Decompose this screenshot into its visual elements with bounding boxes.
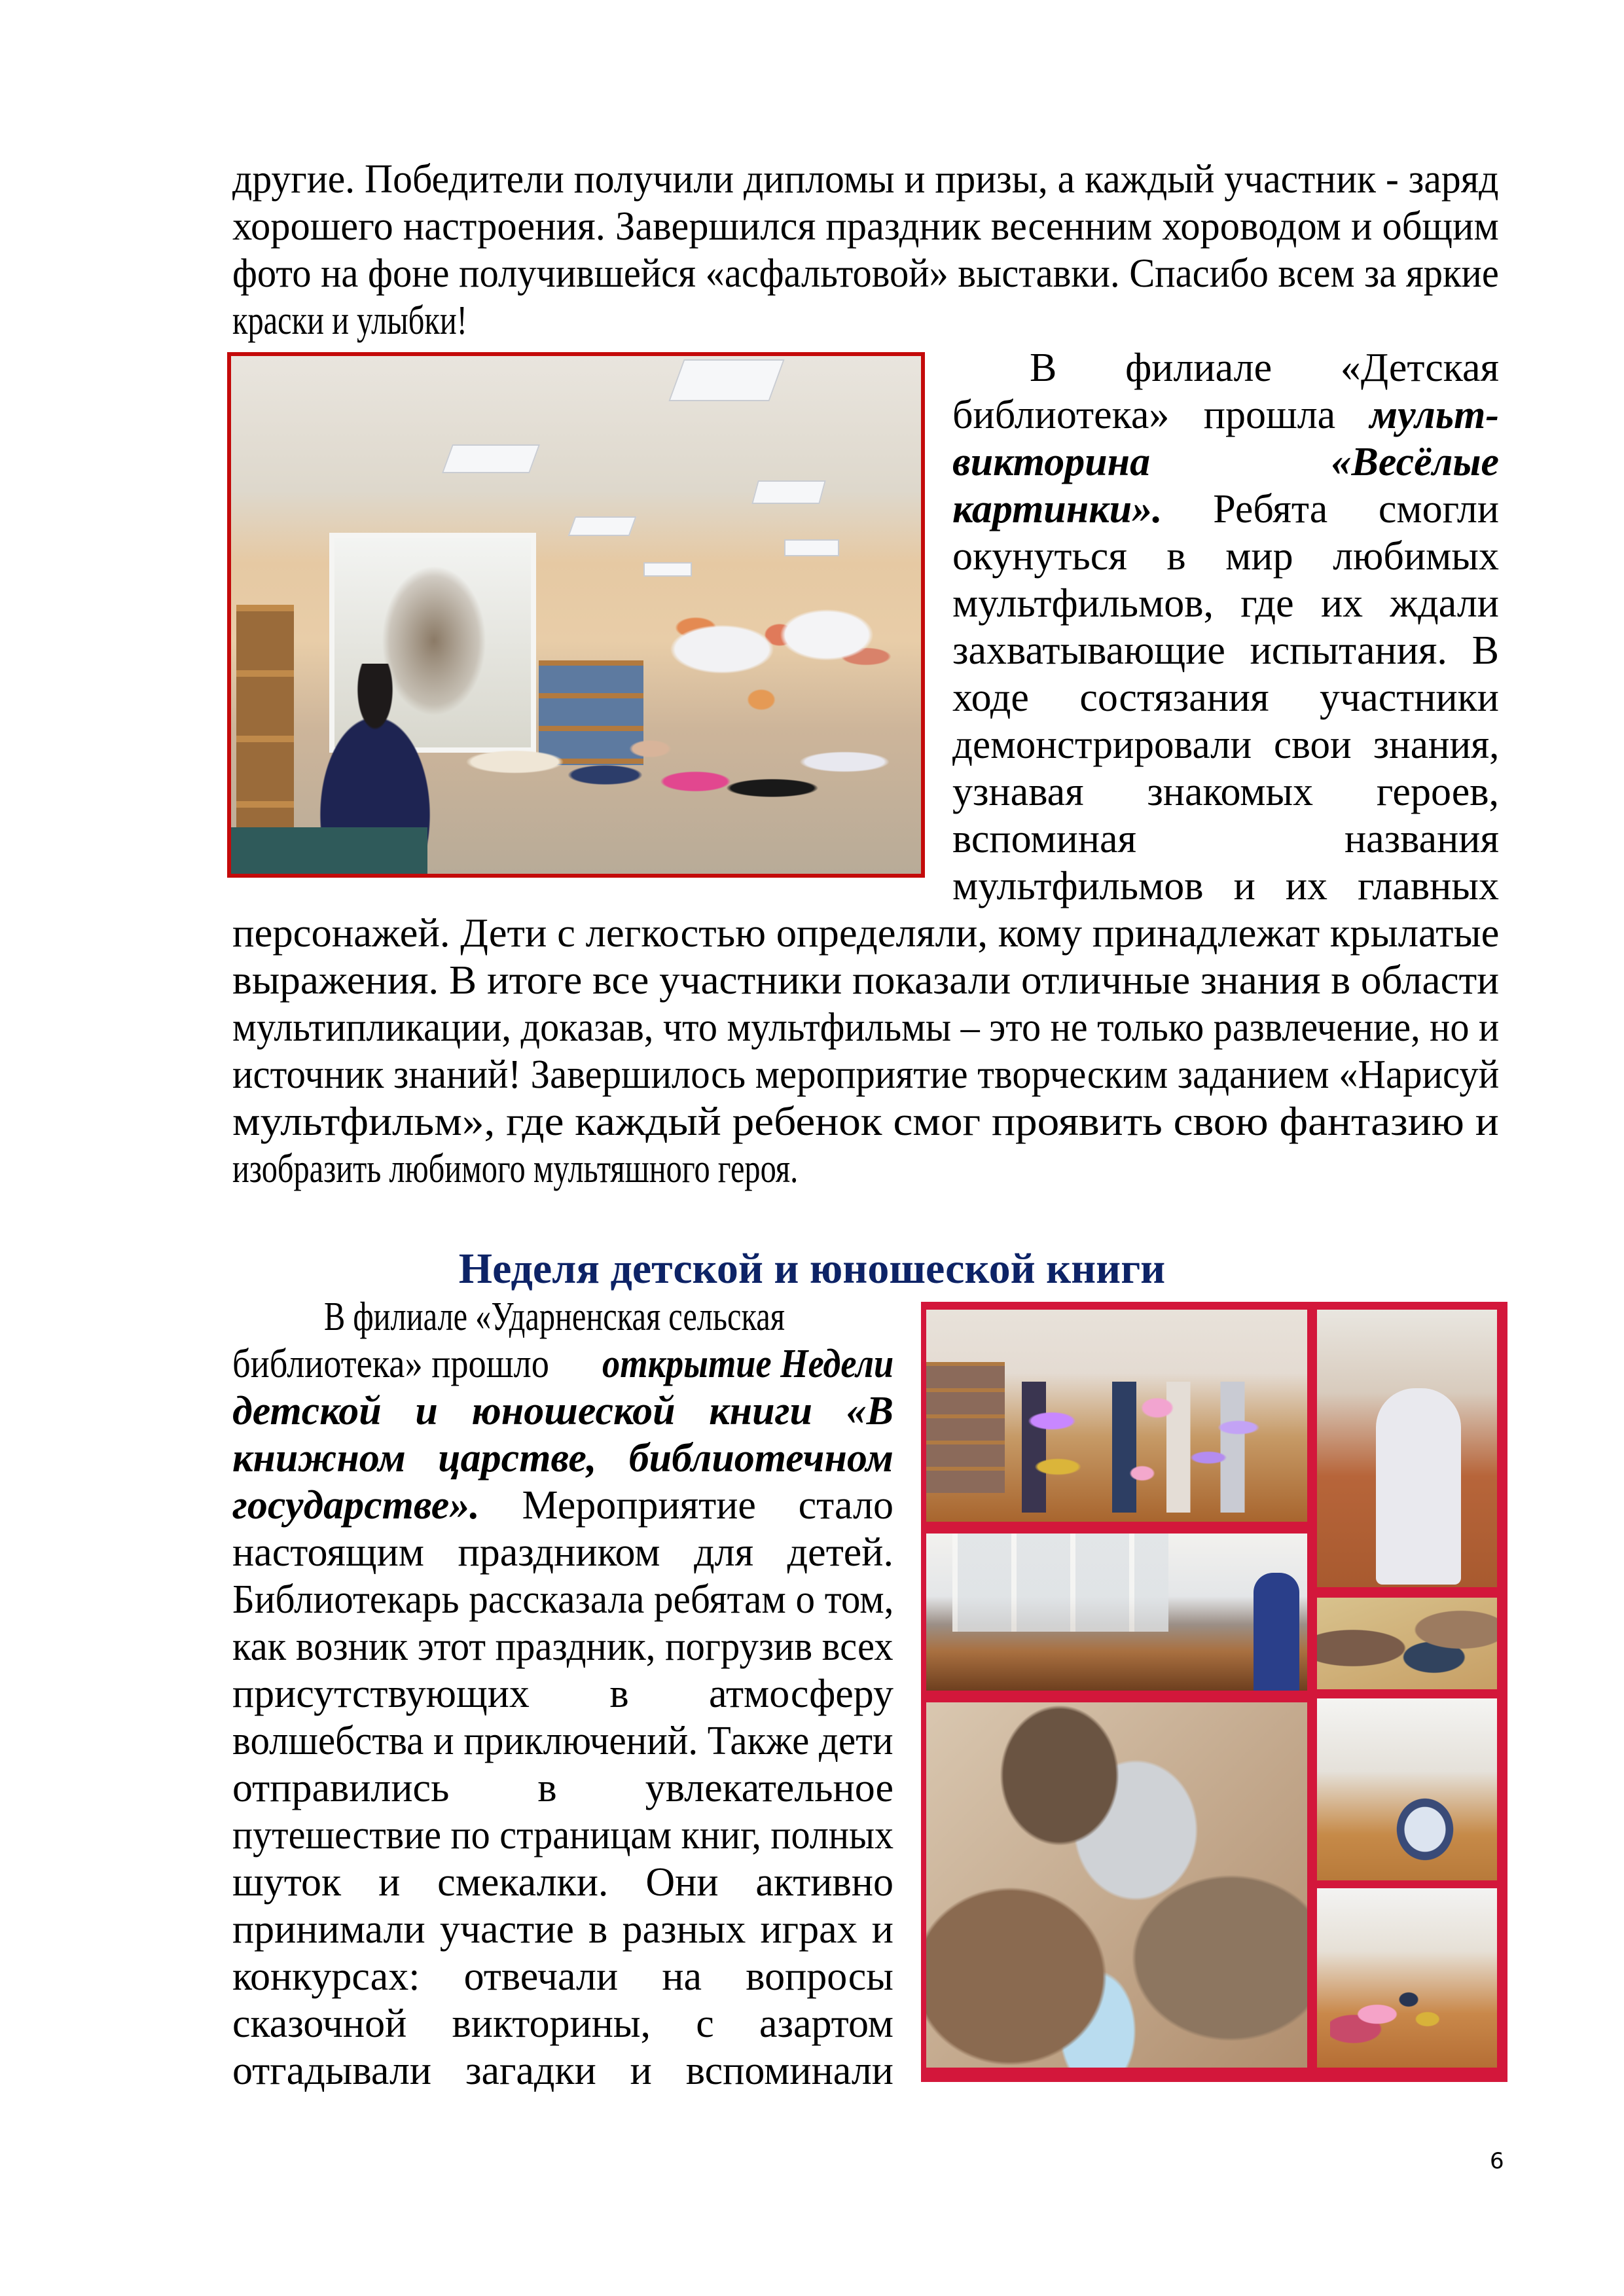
page-number: 6 [1490,2148,1504,2174]
paragraph-line: хорошего настроения. Завершился праздник весенним хороводом и общим [232,204,1499,249]
paragraph-line: отправились в увлекательное [232,1766,893,1810]
event-title-emphasis: картинки». [952,487,1163,531]
paragraph-line: выражения. В итоге все участники показали отличные знания в области [232,958,1500,1003]
paragraph-line: захватывающие испытания. В [952,628,1499,673]
paragraph-line: В филиале «Детская [1030,346,1499,390]
collage-photo-table-game [1317,1598,1497,1689]
paragraph-line: сказочной викторины, с азартом [232,2001,893,2046]
paragraph-line: шуток и смекалки. Они активно [232,1860,893,1905]
paragraph-line: мультфильмов и их главных [952,864,1499,908]
paragraph-line: фото на фоне получившейся «асфальтовой» выставки. Спасибо всем за яркие [232,251,1499,296]
photo-ceiling-light [751,480,826,504]
paragraph-line: как возник этот праздник, погрузив всех [232,1624,893,1669]
paragraph-line: путешествие по страницам книг, полных [232,1813,894,1857]
photo-ceiling-light [668,359,784,401]
paragraph-line: книжном царстве, библиотечном [232,1436,893,1480]
paragraph-line: мультфильмов, где их ждали [952,581,1499,626]
section-heading: Неделя детской и юношеской книги [458,1245,1166,1293]
photo-ceiling-light [784,539,839,556]
paragraph-line: картинки». Ребята смогли [952,487,1499,531]
paragraph-line: В филиале «Ударненская сельская [324,1295,785,1339]
paragraph-line: отгадывали загадки и вспоминали [232,2049,893,2093]
paragraph-line: персонажей. Дети с легкостью определяли, кому принадлежат крылатые [232,911,1500,956]
collage-photo-balloons-group [926,1310,1307,1522]
photo-ceiling-light [568,516,637,536]
collage-photo-girl-playing [1317,1310,1497,1587]
event-photo-cartoon-quiz [227,352,925,878]
paragraph-line: присутствующих в атмосферу [232,1672,893,1716]
paragraph-line: волшебства и приключений. Также дети [232,1719,893,1763]
collage-photo-hall-game [1317,1698,1497,1880]
photo-collage [921,1302,1507,2082]
paragraph-line: библиотека» прошла мульт- [952,393,1499,437]
paragraph-line: Библиотекарь рассказала ребятам о том, [232,1577,894,1622]
paragraph-line: детской и юношеской книги «В [232,1389,893,1433]
paragraph-line: другие. Победители получили дипломы и призы, а каждый участник - заряд [232,157,1499,202]
event-title-emphasis: «Весёлые [1331,440,1499,484]
collage-photo-reading-room [926,1534,1307,1691]
photo-children [447,723,899,853]
event-title-emphasis: мульт- [1369,393,1499,437]
paragraph-line: узнавая знакомых героев, [952,770,1499,814]
event-title-emphasis: открытие Недели [602,1342,894,1386]
paragraph-line: краски и улыбки! [232,298,467,343]
paragraph-line: мультипликации, доказав, что мультфильмы – это не только развлечение, но и [232,1005,1500,1050]
photo-wall-mural [643,592,905,736]
paragraph-line: принимали участие в разных играх и [232,1907,893,1952]
event-title-emphasis: викторина [952,440,1151,484]
paragraph-line: конкурсах: отвечали на вопросы [232,1954,893,1999]
paragraph-line: вспоминая названия [952,817,1499,861]
paragraph-line: изобразить любимого мультяшного героя. [232,1147,799,1191]
paragraph-line [952,439,1499,486]
paragraph-line: мультфильм», где каждый ребенок смог проявить свою фантазию и [232,1100,1499,1144]
paragraph-line: источник знаний! Завершилось мероприятие творческим заданием «Нарисуй [232,1052,1500,1097]
paragraph-line: демонстрировали свои знания, [952,723,1499,767]
collage-photo-balloon-dance [1317,1888,1497,2068]
photo-ceiling-light [643,562,692,577]
photo-ceiling-light [442,444,540,473]
photo-table [231,827,427,878]
paragraph-line: окунуться в мир любимых [952,534,1499,579]
paragraph-line: государстве». Мероприятие стало [232,1483,893,1528]
paragraph-line: ходе состязания участники [952,675,1499,720]
paragraph-line: библиотека» прошло открытие Недели [232,1342,894,1386]
paragraph-line: настоящим праздником для детей. [232,1530,893,1575]
collage-photo-children-writing [926,1702,1307,2068]
